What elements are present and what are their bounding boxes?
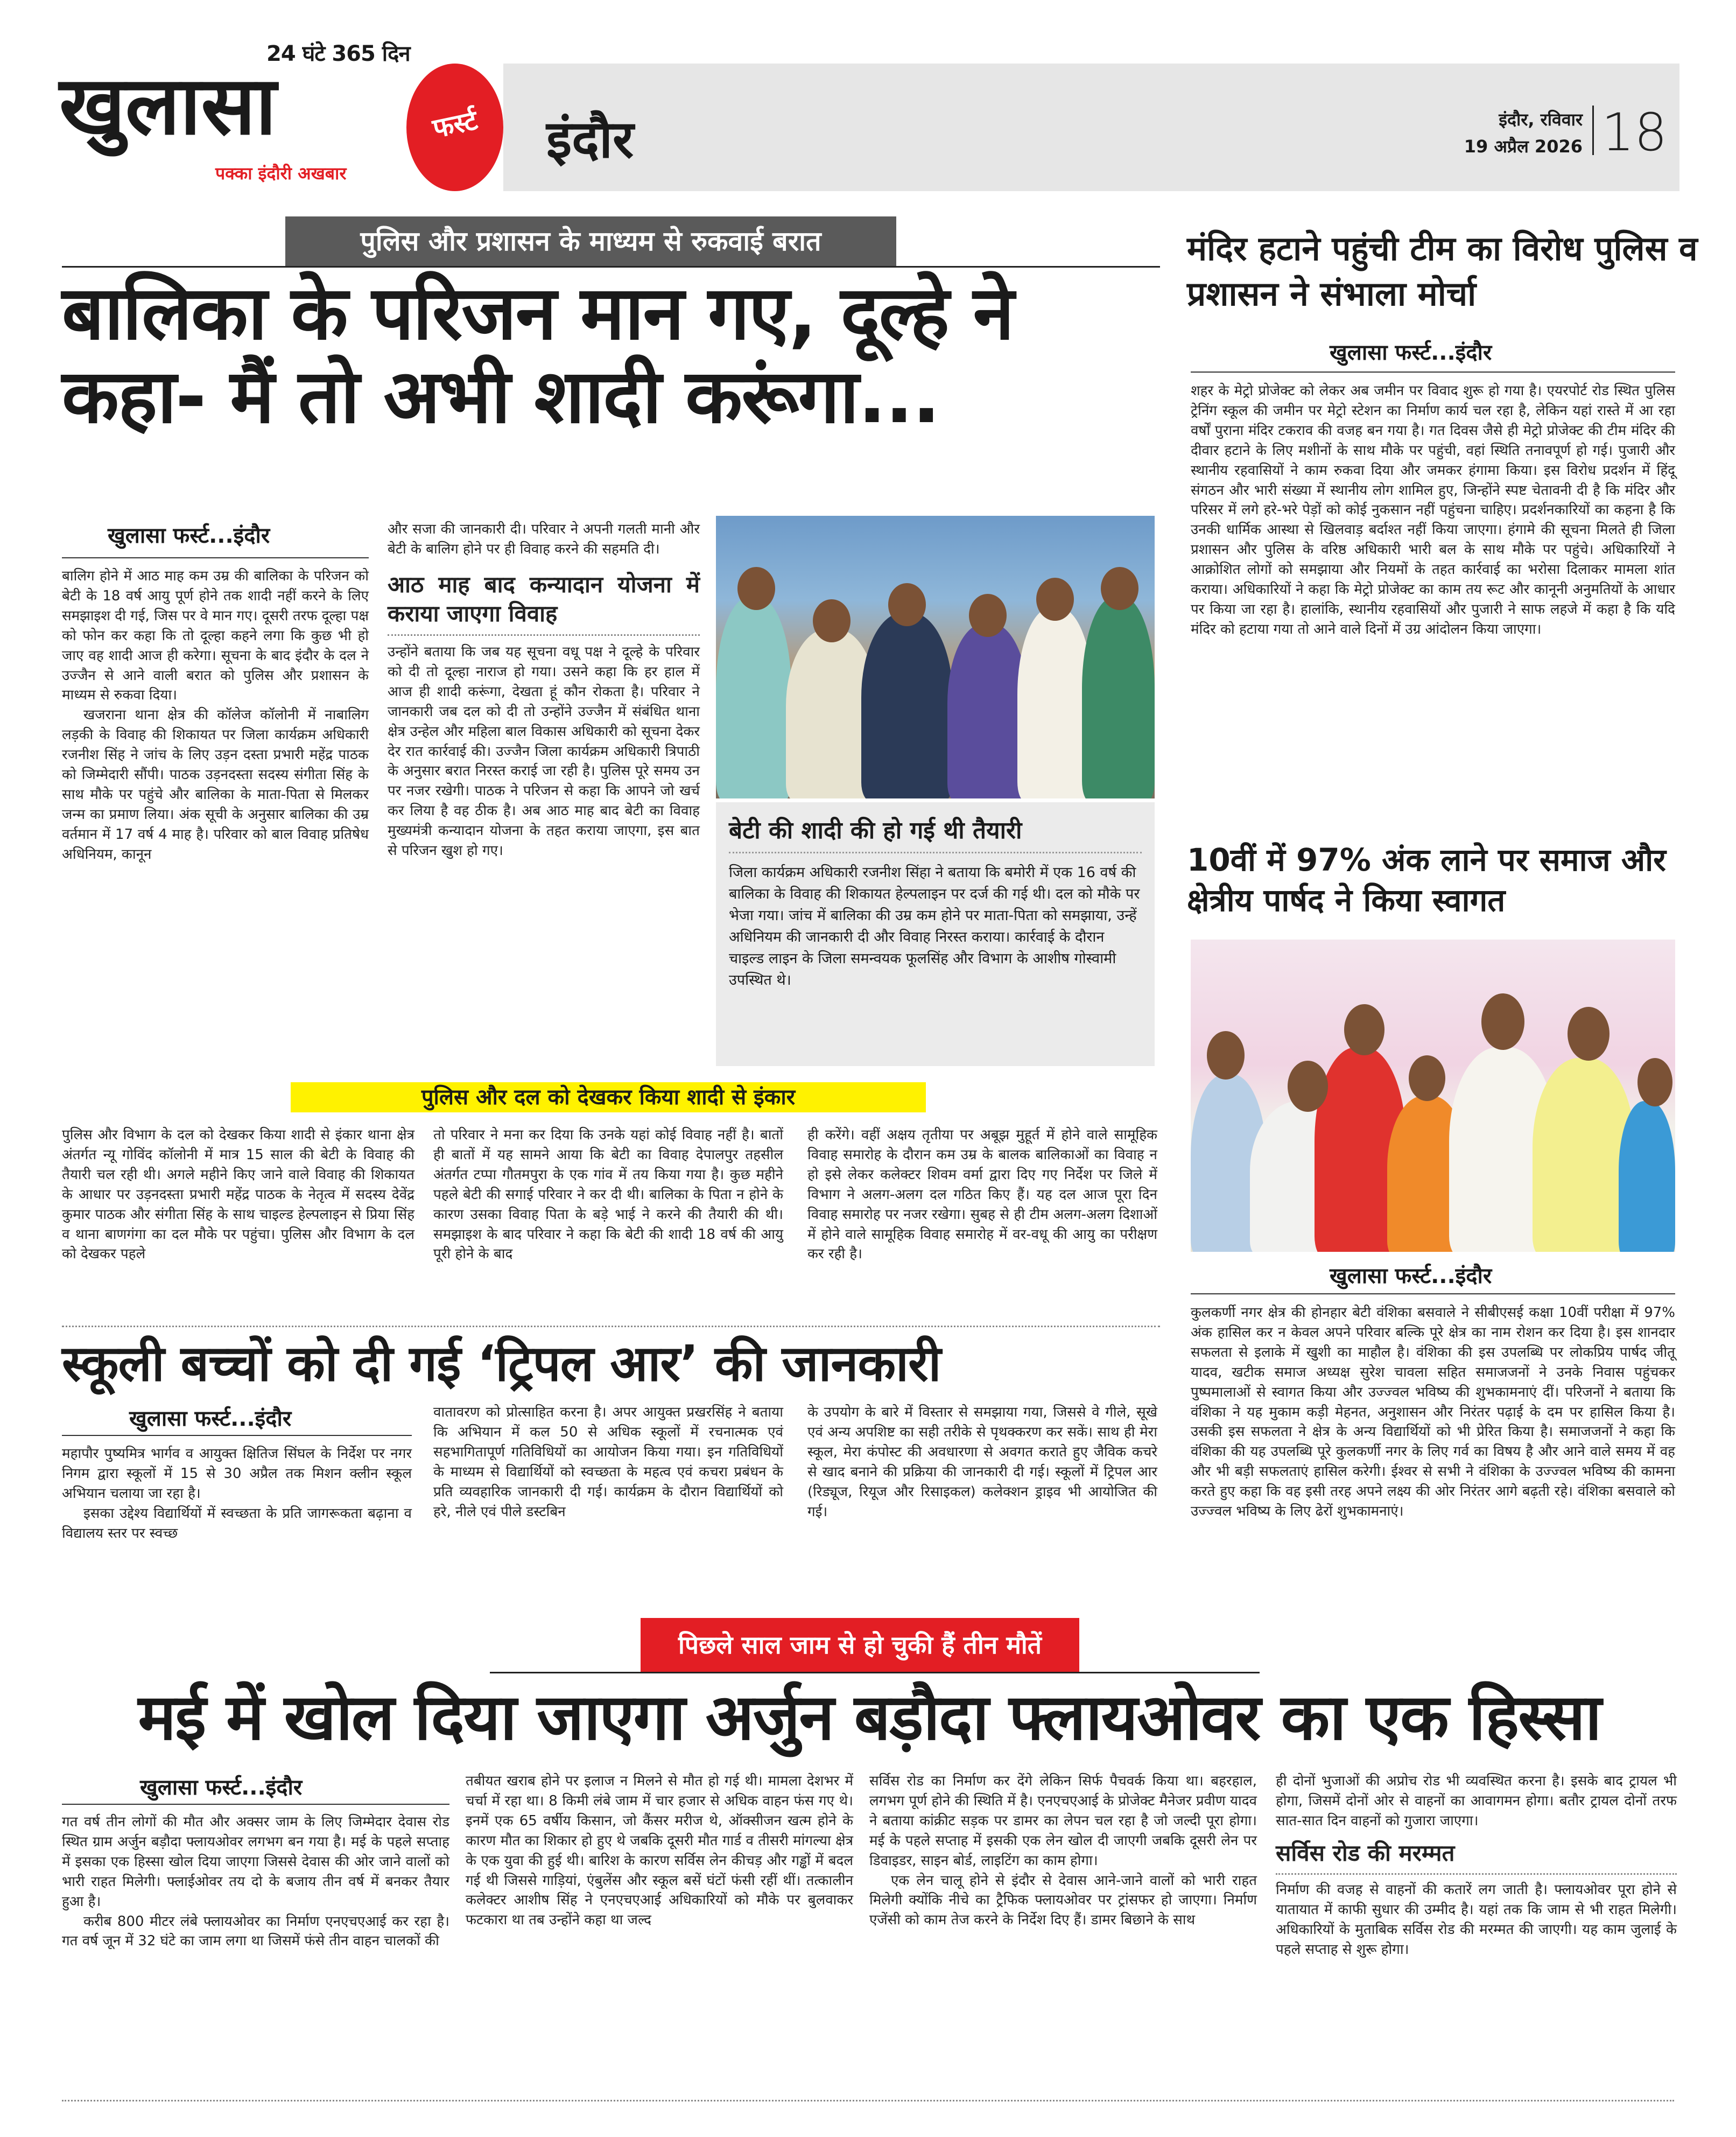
school-col-text: महापौर पुष्यमित्र भार्गव व आयुक्त क्षितिज सिंघल के निर्देश पर नगर निगम द्वारा स्कूलों में 15 से 30 अप्रैल तक मिशन क्लीन स्कूल अभियान चलाया जा रहा है। — [62, 1446, 412, 1502]
flyover-column-1 — [62, 1812, 449, 1951]
school-col-text: वातावरण को प्रोत्साहित करना है। अपर आयुक्त प्रखरसिंह ने बताया कि अभियान में कल 50 से अधिक स्कूलों में रचनात्मक एवं सहभागितापूर्ण गतिविधियों का आयोजन किया गया। इन गतिविधियों के माध्यम से विद्यार्थियों को स्वच्छता के महत्व एवं कचरा प्रबंधन के प्रति व्यवहारिक जानकारी दी गई। कार्यक्रम के दौरान विद्यार्थियों को हरे, नीले एवं पीले डस्टबिन — [433, 1404, 783, 1520]
edition-city: इंदौर — [546, 109, 634, 170]
lead-col1-para: बालिग होने में आठ माह कम उम्र की बालिका के परिजन को बेटी के 18 वर्ष आयु पूर्ण होने तक शादी नहीं करने के लिए समझाइश दी गई, जिस पर वे मान गए। दूसरी तरफ दूल्हा पक्ष को फोन कर कहा कि तो दूल्हा कहने लगा कि कुछ भी हो जाए वह शादी आज ही करेगा। सूचना के बाद इंदौर के दल ने उज्जैन से आने वाली बरात को पुलिस और प्रशासन के माध्यम से रुकवा दिया। — [62, 568, 369, 704]
flyover-byline: खुलासा फर्स्ट...इंदौर — [140, 1775, 303, 1800]
lead-subhead: आठ माह बाद कन्यादान योजना में कराया जाएगा विवाह — [388, 571, 700, 627]
temple-byline: खुलासा फर्स्ट...इंदौर — [1330, 340, 1492, 365]
photo-figure — [716, 597, 791, 798]
lead-byline: खुलासा फर्स्ट...इंदौर — [108, 523, 270, 548]
lead-col1-para: खजराना थाना क्षेत्र की कॉलेज कॉलोनी में नाबालिग लड़की के विवाह की शिकायत पर जिला कार्यक्रम अधिकारी रजनीश सिंह ने जांच के लिए उड़न दस्ता प्रभारी महेंद्र पाठक को जिम्मेदारी सौंपी। पाठक उड़नदस्ता सदस्य संगीता सिंह के साथ मौके पर पहुंचे और बालिका के माता-पिता से मिलकर जन्म का प्रमाण लिया। अंक सूची के अनुसार बालिका की उम्र वर्तमान में 17 वर्ष 4 माह है। परिवार को बाल विवाह प्रतिषेध अधिनियम, कानून — [62, 707, 369, 863]
photo-caption-box — [716, 802, 1155, 1066]
school-col-text: के उपयोग के बारे में विस्तार से समझाया गया, जिससे वे गीले, सूखे एवं अन्य अपशिष्ट का सही तरीके से पृथक्करण कर सकें। साथ ही मेरा स्कूल, मेरा कंपोस्ट की अवधारणा से अवगत कराते हुए जैविक कचरे से खाद बनाने की प्रक्रिया की जानकारी दी गई। स्कूलों में ट्रिपल आर (रिड्यूज, रियूज और रिसाइकल) कलेक्शन ड्राइव भी आयोजित की गई। — [807, 1404, 1157, 1520]
flyover-subhead: सर्विस रोड की मरम्मत — [1276, 1839, 1455, 1866]
photo-face — [813, 599, 851, 642]
photo-face — [1481, 993, 1524, 1050]
photo-face — [1637, 1058, 1672, 1106]
temple-byline-rule — [1191, 372, 1675, 373]
second-col-text: ही करेंगे। वहीं अक्षय तृतीया पर अबूझ मुहूर्त में होने वाले सामूहिक विवाह समारोह के दौरान कम उम्र के बालक बालिकाओं का विवाह न हो इसे लेकर कलेक्टर शिवम वर्मा द्वारा दिए गए निर्देश पर जिले में विभाग ने अलग-अलग दल गठित किए हैं। यह दल आज पूरा दिन विवाह समारोह पर नजर रखेगा। सुबह से ही टीम अलग-अलग दिशाओं में होने वाले सामूहिक विवाह समारोह में वर-वधू की आयु का परीक्षण कर रही है। — [807, 1127, 1157, 1263]
school-byline: खुलासा फर्स्ट...इंदौर — [129, 1406, 292, 1431]
photo-face — [1409, 1055, 1445, 1101]
flyover-col4-body: निर्माण की वजह से वाहनों की कतारें लग जाती है। फ्लायओवर पूरा होने से यातायात में काफी सुधार की उम्मीद है। यहां तक कि जाम से भी राहत मिलेगी। अधिकारियों के मुताबिक सर्विस रोड की मरम्मत की जाएगी। यह काम जुलाई के पहले सप्ताह से शुरू होगा। — [1276, 1882, 1677, 1958]
school-column-2 — [433, 1403, 783, 1522]
flyover-col3-para: एक लेन चालू होने से इंदौर से देवास आने-जाने वालों को भारी राहत मिलेगी क्योंकि नीचे का ट्रैफिक फ्लायओवर पर ट्रांसफर हो जाएगा। निर्माण एजेंसी को काम तेज करने के निर्देश दिए हैं। डामर बिछाने के साथ — [869, 1872, 1257, 1929]
masthead-divider — [1592, 106, 1594, 155]
subhead-divider — [388, 634, 700, 636]
logo-subtitle: पक्का इंदौरी अखबार — [215, 163, 347, 184]
photo-face — [1036, 578, 1074, 621]
newspaper-logo[interactable]: खुलासा — [59, 59, 277, 153]
page-number: 18 — [1601, 102, 1668, 163]
page-bottom-divider — [62, 2100, 1674, 2101]
second-kicker: पुलिस और दल को देखकर किया शादी से इंकार — [291, 1082, 926, 1112]
photo-face — [737, 567, 775, 610]
lead-col2-body: उन्होंने बताया कि जब यह सूचना वधू पक्ष ने दूल्हे के परिवार को दी तो दूल्हा नाराज हो गया। उसने कहा कि हर हाल में आज ही शादी करूंगा, देखता हूं कौन रोकता है। परिवार ने जानकारी जब दल को दी तो उन्होंने उज्जैन में संबंधित थाना क्षेत्र उन्हेल और महिला बाल विकास अधिकारी को सूचना देकर देर रात कार्रवाई की। उज्जैन जिला कार्यक्रम अधिकारी त्रिपाठी के अनुसार बरात निरस्त कराई जा रही है। पुलिस पूरे समय उन पर नजर रखेगी। पाठक ने परिजन से कहा कि आपने जो खर्च कर लिया है वह ठीक है। अब आठ माह बाद बेटी का विवाह मुख्यमंत्री कन्यादान योजना के तहत कराया जाएगा, इस बात से परिजन खुश हो गए। — [388, 644, 700, 859]
date-line-2: 19 अप्रैल 2026 — [1464, 136, 1583, 157]
second-column-3 — [807, 1125, 1157, 1264]
date-line-1: इंदौर, रविवार — [1499, 109, 1583, 130]
school-byline-rule — [62, 1435, 412, 1436]
second-col-text: तो परिवार ने मना कर दिया कि उनके यहां कोई विवाह नहीं है। बातों ही बातों में यह सामने आया कि बेटी का विवाह देपालपुर तहसील अंतर्गत टप्पा गौतमपुरा के एक गांव में तय किया गया है। कुछ महीने पहले बेटी की सगाई परिवार ने कर दी थी। बालिका के पिता न होने के कारण उसका विवाह पिता के बड़े भाई ने करने की तैयारी की थी। समझाइश के बाद परिवार ने कहा कि बेटी की शादी 18 वर्ष की आयु पूरी होने के बाद — [433, 1127, 783, 1263]
subhead-divider — [1276, 1873, 1677, 1875]
flyover-col1-para: करीब 800 मीटर लंबे फ्लायओवर का निर्माण एनएचएआई कर रहा है। गत वर्ष जून में 32 घंटे का जाम लगा था जिसमें फंसे तीन वाहन चालकों की — [62, 1913, 449, 1950]
flyover-column-4 — [1276, 1771, 1677, 1960]
lead-byline-rule — [62, 557, 369, 558]
photo-face — [1344, 1004, 1384, 1055]
flyover-col2-text: तबीयत खराब होने पर इलाज न मिलने से मौत हो गई थी। मामला देशभर में चर्चा में रहा था। 8 किमी लंबे जाम में चार हजार से अधिक वाहन फंस गए थे। इनमें एक 65 वर्षीय किसान, जो कैंसर मरीज थे, ऑक्सीजन खत्म होने के कारण मौत का शिकार हो हुए थे जबकि दूसरी मौत गार्ड व तीसरी मांगल्या क्षेत्र के एक युवा की हुई थी। बारिश के कारण सर्विस लेन कीचड़ और गड्ढों में बदल गई थी जिससे गाड़ियां, एंबुलेंस और स्कूल बसें घंटों फंसी रहीं थीं। तत्कालीन कलेक्टर आशीष सिंह ने एनएचएआई अधिकारियों को मौके पर बुलवाकर फटकारा था तब उन्होंने कहा था जल्द — [466, 1773, 853, 1929]
flyover-kicker-rule — [490, 1672, 1260, 1673]
student-byline: खुलासा फर्स्ट...इंदौर — [1330, 1264, 1492, 1288]
photo-figure — [1017, 607, 1093, 798]
lead-column-1 — [62, 566, 369, 865]
lead-col2-intro: और सजा की जानकारी दी। परिवार ने अपनी गलती मानी और बेटी के बालिग होने पर ही विवाह करने की सहमति दी। — [388, 521, 700, 557]
edition-date — [1378, 107, 1583, 160]
logo-badge-text: फर्स्ट — [430, 104, 481, 144]
flyover-col3-para: सर्विस रोड का निर्माण कर देंगे लेकिन सिर्फ पैचवर्क किया था। बहरहाल, लगभग पूर्ण होने की स्थिति में है। एनएचएआई के प्रोजेक्ट मैनेजर प्रवीण यादव ने बताया कांक्रीट सड़क पर डामर का लेपन चल रहा है जो जल्दी पूरा होगा। मई के पहले सप्ताह में इसकी एक लेन खोल दी जाएगी जबकि दूसरी लेन पर डिवाइडर, साइन बोर्ड, लाइटिंग का काम होगा। — [869, 1773, 1257, 1869]
flyover-headline[interactable]: मई में खोल दिया जाएगा अर्जुन बड़ौदा फ्लायओवर का एक हिस्सा — [138, 1680, 1601, 1754]
student-body — [1191, 1303, 1675, 1522]
photo-figure — [947, 623, 1028, 798]
flyover-col4-intro: ही दोनों भुजाओं की अप्रोच रोड भी व्यवस्थित करना है। इसके बाद ट्रायल भी होगा, जिसमें दोनों ओर से वाहनों का आवागमन होगा। बतौर ट्रायल दोनों तरफ सात-सात दिन वाहनों को गुजारा जाएगा। — [1276, 1773, 1677, 1829]
photo-face — [969, 594, 1007, 637]
flyover-column-3 — [869, 1771, 1257, 1930]
flyover-byline-rule — [62, 1804, 449, 1805]
second-column-1 — [62, 1125, 414, 1264]
photo-face — [888, 583, 926, 626]
student-headline[interactable]: 10वीं में 97% अंक लाने पर समाज और क्षेत्रीय पार्षद ने किया स्वागत — [1187, 842, 1666, 919]
school-headline[interactable]: स्कूली बच्चों को दी गई ‘ट्रिपल आर’ की जानकारी — [62, 1335, 941, 1392]
lead-kicker: पुलिस और प्रशासन के माध्यम से रुकवाई बरात — [285, 216, 896, 266]
temple-body — [1191, 381, 1675, 640]
school-column-1 — [62, 1444, 412, 1544]
flyover-kicker: पिछले साल जाम से हो चुकी हैं तीन मौतें — [641, 1618, 1079, 1672]
student-byline-rule — [1191, 1293, 1675, 1294]
student-text: कुलकर्णी नगर क्षेत्र की होनहार बेटी वंशिका बसवाले ने सीबीएसई कक्षा 10वीं परीक्षा में 97% अंक हासिल कर न केवल अपने परिवार बल्कि पूरे क्षेत्र का नाम रोशन कर दिया है। इस शानदार सफलता से इलाके में खुशी का माहौल है। वंशिका की इस उपलब्धि पर लोकप्रिय पार्षद जीतू यादव, खटीक समाज अध्यक्ष सुरेश चावला सहित समाजजनों ने उनके निवास पहुंचकर पुष्पमालाओं से स्वागत किया और उज्ज्वल भविष्य की शुभकामनाएं दीं। परिजनों ने बताया कि वंशिका ने यह मुकाम कड़ी मेहनत, अनुशासन और निरंतर पढ़ाई के दम पर हासिल किया है। उसकी इस सफलता ने क्षेत्र के अन्य विद्यार्थियों को भी प्रेरित किया है। समाजजनों ने कहा कि वंशिका की यह उपलब्धि पूरे कुलकर्णी नगर के लिए गर्व का विषय है और आने वाले समय में वह और भी बड़ी सफलताएं हासिल करेगी। ईश्वर से सभी ने वंशिका के उज्ज्वल भविष्य की कामना करते हुए कहा कि वह इसी तरह अपने लक्ष्य की ओर निरंतर आगे बढ़ती रहे। वंशिका बसवाले को उज्ज्वल भविष्य के लिए ढेरों शुभकामनाएं। — [1191, 1305, 1675, 1520]
flyover-column-2 — [466, 1771, 853, 1930]
photo-face — [1568, 1007, 1610, 1061]
photo-figure — [861, 613, 953, 798]
photo-face — [1207, 1031, 1245, 1080]
masthead-tagline: 24 घंटे 365 दिन — [266, 41, 410, 66]
lead-photo[interactable] — [716, 516, 1155, 798]
student-photo[interactable] — [1191, 940, 1675, 1252]
section-divider — [62, 1326, 1160, 1327]
temple-text: शहर के मेट्रो प्रोजेक्ट को लेकर अब जमीन पर विवाद शुरू हो गया है। एयरपोर्ट रोड स्थित पुलिस ट्रेनिंग स्कूल की जमीन पर मेट्रो स्टेशन का निर्माण कार्य चल रहा है, लेकिन यहां रास्ते में आ रहा वर्षों पुराना मंदिर टकराव की वजह बन गया है। गत दिवस जैसे ही मेट्रो प्रोजेक्ट की टीम मंदिर की दीवार हटाने के लिए मशीनों के साथ मौके पर पहुंची, वहां स्थिति तनावपूर्ण हो गई। पुजारी और स्थानीय रहवासियों ने काम रुकवा दिया और जमकर हंगामा किया। इस विरोध प्रदर्शन में हिंदू संगठन और भारी संख्या में स्थानीय लोग शामिल हुए, जिन्होंने स्पष्ट चेतावनी दी है कि मंदिर और परिसर में लगे हरे-भरे पेड़ों को कोई नुकसान नहीं पहुंचना चाहिए। प्रदर्शनकारियों का कहना है कि उनकी धार्मिक आस्था से खिलवाड़ बर्दाश्त नहीं किया जाएगा। हंगामे की सूचना मिलते ही जिला प्रशासन और पुलिस के वरिष्ठ अधिकारी भारी बल के साथ मौके पर पहुंचे। अधिकारियों ने आक्रोशित लोगों को समझाया और नियमों के तहत कार्रवाई का भरोसा दिलाकर मामला शांत कराया। अधिकारियों ने कहा कि मेट्रो प्रोजेक्ट का काम तय रूट और कानूनी अनुमतियों के आधार पर किया जा रहा है। हालांकि, स्थानीय रहवासियों और पुजारी ने साफ लहजे में कहा है कि यदि मंदिर को हटाया गया तो आने वाले दिनों में उग्र आंदोलन किया जाएगा। — [1191, 383, 1675, 637]
lead-headline[interactable]: बालिका के परिजन मान गए, दूल्हे ने कहा- मैं तो अभी शादी करूंगा... — [62, 270, 1014, 440]
caption-title: बेटी की शादी की हो गई थी तैयारी — [729, 813, 1142, 853]
lead-kicker-rule — [62, 266, 1160, 268]
photo-figure — [1082, 597, 1155, 798]
flyover-col1-para: गत वर्ष तीन लोगों की मौत और अक्सर जाम के लिए जिम्मेदार देवास रोड स्थित ग्राम अर्जुन बड़ौदा फ्लायओवर लगभग बन गया है। मई के पहले सप्ताह में इसका एक हिस्सा खोल दिया जाएगा जिससे देवास की ओर जाने वालों को भारी राहत मिलेगी। फ्लाईओवर तय दो के बजाय तीन वर्ष में बनकर तैयार हुआ है। — [62, 1814, 449, 1910]
photo-face — [1288, 1061, 1328, 1112]
photo-face — [1101, 567, 1138, 610]
lead-column-2 — [388, 520, 700, 861]
school-column-3 — [807, 1403, 1157, 1522]
school-col-text: इसका उद्देश्य विद्यार्थियों में स्वच्छता के प्रति जागरूकता बढ़ाना व विद्यालय स्तर पर स्वच्छ — [62, 1505, 412, 1542]
second-column-2 — [433, 1125, 783, 1264]
photo-figure — [1619, 1101, 1675, 1252]
caption-body: जिला कार्यक्रम अधिकारी रजनीश सिंहा ने बताया कि बमोरी में एक 16 वर्ष की बालिका के विवाह की शिकायत हेल्पलाइन पर दर्ज की गई थी। दल को मौके पर भेजा गया। जांच में बालिका की उम्र कम होने पर माता-पिता को समझाया, उन्हें अधिनियम की जानकारी दी और विवाह निरस्त कराया। कार्रवाई के दौरान चाइल्ड लाइन के जिला समन्वयक फूलसिंह और विभाग के आशीष गोस्वामी उपस्थित थे। — [729, 864, 1140, 989]
second-col-text: पुलिस और विभाग के दल को देखकर किया शादी से इंकार थाना क्षेत्र अंतर्गत न्यू गोविंद कॉलोनी में मात्र 15 साल की बेटी के विवाह की तैयारी चल रही थी। अगले महीने किए जाने वाले विवाह की शिकायत के आधार पर उड़नदस्ता प्रभारी महेंद्र पाठक के नेतृत्व में सदस्य देवेंद्र कुमार पाठक और संगीता सिंह के साथ चाइल्ड हेल्पलाइन से प्रिया सिंह व थाना बाणगंगा का दल मौके पर पहुंचा। पुलिस और विभाग के दल को देखकर पहले — [62, 1127, 414, 1263]
temple-headline[interactable]: मंदिर हटाने पहुंची टीम का विरोध पुलिस व प्रशासन ने संभाला मोर्चा — [1187, 229, 1698, 313]
